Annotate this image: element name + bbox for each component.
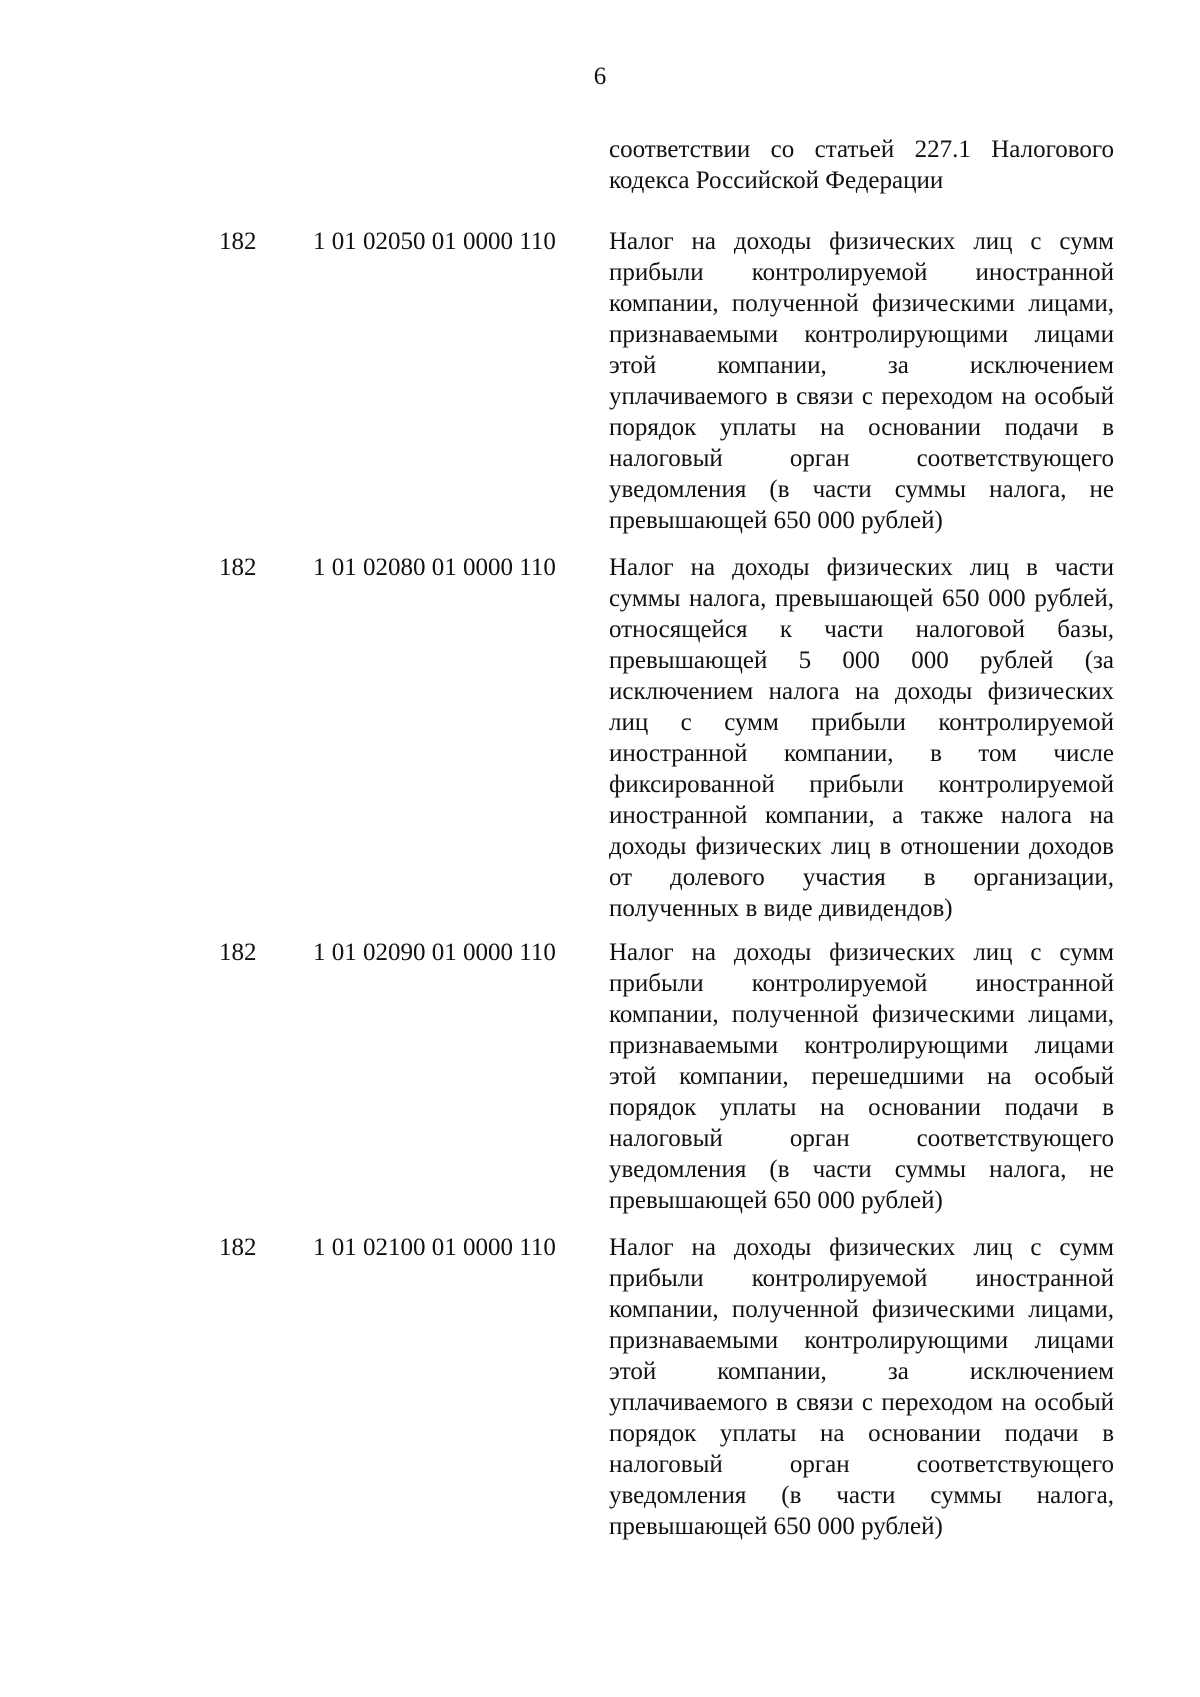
income-description: Налог на доходы физических лиц с сумм прибыли контролируемой иностранной компании, полученной физическими лицами, признаваемыми контролирующими лицами этой компании, перешедшими на особый порядок уплаты на основании подачи в налоговый орган соответствующего уведомления (в части суммы налога, не превышающей 650 000 рублей) (609, 939, 1114, 1214)
income-description: Налог на доходы физических лиц с сумм прибыли контролируемой иностранной компании, полученной физическими лицами, признаваемыми контролирующими лицами этой компании, за исключением уплачиваемого в связи с переходом на особый порядок уплаты на основании подачи в налоговый орган соответствующего уведомления (в части суммы налога, не превышающей 650 000 рублей) (609, 228, 1114, 534)
admin-code: 182 (219, 554, 257, 581)
admin-code: 182 (219, 228, 257, 255)
budget-classification-code: 1 01 02090 01 0000 110 (313, 939, 556, 966)
admin-code: 182 (219, 1234, 257, 1261)
continued-description: соответствии со статьей 227.1 Налогового кодекса Российской Федерации (609, 136, 1114, 194)
income-description: Налог на доходы физических лиц в части суммы налога, превышающей 650 000 рублей, относящейся к части налоговой базы, превышающей 5 000 000 рублей (за исключением налога на доходы физических лиц с сумм прибыли контролируемой иностранной компании, в том числе фиксированной прибыли контролируемой иностранной компании, а также налога на доходы физических лиц в отношении доходов от долевого участия в организации, полученных в виде дивидендов) (609, 554, 1114, 922)
page-number: 6 (593, 63, 607, 90)
budget-classification-code: 1 01 02050 01 0000 110 (313, 228, 556, 255)
budget-classification-code: 1 01 02100 01 0000 110 (313, 1234, 556, 1261)
income-description: Налог на доходы физических лиц с сумм прибыли контролируемой иностранной компании, полученной физическими лицами, признаваемыми контролирующими лицами этой компании, за исключением уплачиваемого в связи с переходом на особый порядок уплаты на основании подачи в налоговый орган соответствующего уведомления (в части суммы налога, превышающей 650 000 рублей) (609, 1234, 1114, 1540)
admin-code: 182 (219, 939, 257, 966)
budget-classification-code: 1 01 02080 01 0000 110 (313, 554, 556, 581)
